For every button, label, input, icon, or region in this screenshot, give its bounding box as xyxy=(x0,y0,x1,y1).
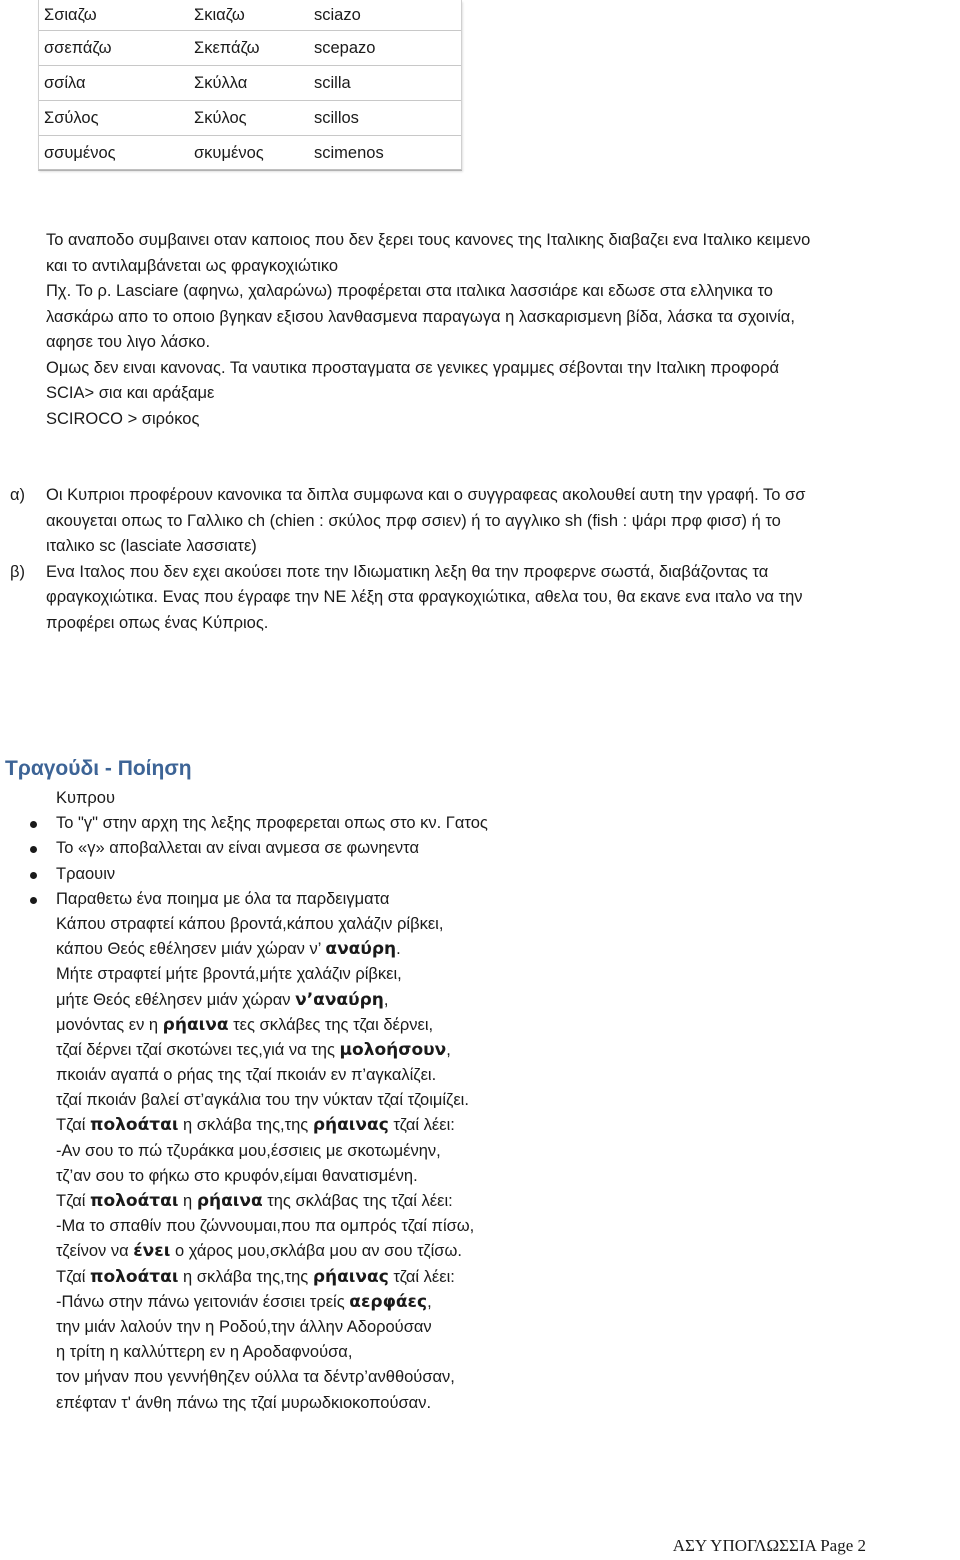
poem-line xyxy=(30,1340,930,1365)
table-cell: sciazo xyxy=(308,0,462,31)
emphasized-word: πολοάται xyxy=(90,1266,179,1287)
poem-text: . xyxy=(396,940,401,959)
text-line: Ενα Ιταλος που δεν εχει ακούσει ποτε την Ιδιωματικη λεξη θα την προφερνε σωστά, διαβάζοντας τα xyxy=(46,562,769,581)
emphasized-word: ν’αναύρη xyxy=(295,989,384,1010)
poem-line xyxy=(30,1038,930,1063)
table-cell: σσίλα xyxy=(38,66,188,101)
table-row xyxy=(38,136,462,171)
bullet-item xyxy=(30,811,930,836)
poem-text: , xyxy=(383,990,389,1009)
poem-line xyxy=(30,1088,930,1113)
list-item-a xyxy=(10,483,940,560)
emphasized-word: ρήαινα xyxy=(196,1191,263,1211)
poem-line xyxy=(30,1189,930,1214)
intro-paragraph xyxy=(46,228,926,432)
poem-text: η τρίτη η καλλύττερη εν η Αροδαφνούσα, xyxy=(56,1343,353,1362)
poem-text: της σκλάβας της τζαί λέει: xyxy=(262,1192,453,1210)
text-line: Οι Κυπριοι προφέρουν κανονικα τα διπλα συμφωνα και ο συγγραφεας ακολουθεί αυτη την γραφή. Το σσ xyxy=(46,486,806,504)
emphasized-word: ρήαινας xyxy=(312,1266,389,1287)
poem-text: η xyxy=(178,1192,197,1210)
table-cell: Σκιαζω xyxy=(188,0,308,31)
poem-text: , xyxy=(427,1292,432,1311)
table-row xyxy=(38,66,462,101)
table-cell: scillos xyxy=(308,101,462,136)
emphasized-word: ρήαινα xyxy=(162,1014,229,1035)
poem-text: η σκλάβα της,της xyxy=(178,1267,313,1286)
emphasized-word: ρήαινας xyxy=(312,1115,389,1136)
poem-text: τζαί δέρνει τζαί σκοτώνει τες,γιά να της xyxy=(56,1040,340,1059)
poem-text: ο χάρος μου,σκλάβα μου αν σου τζίσω. xyxy=(170,1242,462,1261)
table-cell: σσεπάζω xyxy=(38,31,188,66)
poem-text: τζαί λέει: xyxy=(388,1116,455,1135)
page-footer: ΑΣΥ ΥΠΟΓΛΩΣΣΙΑ Page 2 xyxy=(672,1536,866,1555)
poem-line xyxy=(30,1214,930,1239)
poem-text: μονόντας εν η xyxy=(56,1015,163,1034)
text-line: και το αντιλαμβάνεται ως φραγκοχιώτικο xyxy=(46,256,339,275)
bullet-icon xyxy=(30,846,37,853)
poem-text: πκοιάν αγαπά ο ρήας της τζαί πκοιάν εν π’αγκαλίζει. xyxy=(56,1066,437,1085)
bullet-text: Το «γ» αποβαλλεται αν είναι ανμεσα σε φωνηεντα xyxy=(56,839,419,858)
poem-text: Τζαί xyxy=(56,1267,91,1286)
poem-text: -Πάνω στην πάνω γειτονιάν έσσιει τρείς xyxy=(56,1292,350,1311)
poem-line xyxy=(30,912,930,937)
table-cell: Σκύλος xyxy=(188,101,308,136)
poem-line xyxy=(30,1391,930,1416)
poem-line xyxy=(30,1315,930,1340)
poem-line xyxy=(30,1063,930,1088)
bullet-icon xyxy=(30,897,37,904)
poem-text: -Μα το σπαθίν που ζώννουμαι,που πα ομπρός τζαί πίσω, xyxy=(56,1217,475,1236)
poem-line xyxy=(30,1139,930,1164)
emphasized-word: αερφάες xyxy=(349,1291,428,1312)
poem-text: τζείνον να xyxy=(56,1242,134,1261)
poem-text: Τζαί xyxy=(56,1116,91,1135)
table-row xyxy=(38,31,462,66)
emphasized-word: αναύρη xyxy=(325,939,397,960)
subtitle: Κυπρου xyxy=(56,789,115,807)
emphasized-word: μολοήσουν xyxy=(339,1039,447,1060)
text-line: Ομως δεν ειναι κανονας. Τα ναυτικα προσταγματα σε γενικες γραμμες σέβονται την Ιταλικη προφορά xyxy=(46,358,780,377)
bullet-icon xyxy=(30,821,37,828)
bullet-item xyxy=(30,887,930,912)
text-line: SCIA> σια και αράξαμε xyxy=(46,384,215,402)
table-cell: σκυμένος xyxy=(188,136,308,171)
poem-text: τον μήναν που γεννήθηζεν ούλλα τα δέντρ’ανθθούσαν, xyxy=(56,1368,455,1387)
text-line: SCIROCO > σιρόκος xyxy=(46,409,200,428)
poem-line xyxy=(30,937,930,962)
poem xyxy=(30,912,930,1416)
poem-line xyxy=(30,1164,930,1189)
list-marker: β) xyxy=(10,562,25,581)
table-row xyxy=(38,0,462,31)
poem-text: την μιάν λαλούν την η Ροδού,την άλλην Αδορούσαν xyxy=(56,1317,432,1336)
bullet-text: Παραθετω ένα ποιημα με όλα τα παρδειγματα xyxy=(56,889,390,908)
poem-line xyxy=(30,1265,930,1290)
poem-text: τζ’αν σου το φήκω στο κρυφόν,είμαι θανατισμένη. xyxy=(56,1166,418,1185)
table-cell: Σκύλλα xyxy=(188,66,308,101)
table-cell: scepazo xyxy=(308,31,462,66)
poem-line xyxy=(30,1365,930,1390)
text-line: Το αναποδο συμβαινει οταν καποιος που δεν ξερει τους κανονες της Ιταλικης διαβαζει ενα Ιταλικο κειμενο xyxy=(46,231,811,249)
bullet-icon xyxy=(30,872,37,879)
poem-text: τες σκλάβες της τζαι δέρνει, xyxy=(228,1015,434,1034)
text-line: προφέρει οπως ένας Κύπριος. xyxy=(46,613,269,632)
table-cell: scilla xyxy=(308,66,462,101)
text-line: αφησε του λιγο λάσκο. xyxy=(46,333,211,351)
text-line: λασκάρω απο το οποιο βγηκαν εξισου λανθασμενα παραγωγα η λασκαρισμενη βίδα, λάσκα τα σχοινία, xyxy=(46,307,795,326)
poem-text: Μήτε στραφτεί μήτε βροντά,μήτε χαλάζιν ρίβκει, xyxy=(56,965,402,984)
poem-text: η σκλάβα της,της xyxy=(178,1116,313,1135)
word-comparison-table xyxy=(38,0,462,171)
poem-text: , xyxy=(446,1040,451,1059)
emphasized-word: ένει xyxy=(133,1241,171,1262)
emphasized-word: πολοάται xyxy=(90,1191,179,1211)
table-row xyxy=(38,101,462,136)
poem-line xyxy=(30,1013,930,1038)
poem-line xyxy=(30,962,930,987)
poem-text: τζαί λέει: xyxy=(388,1267,455,1286)
bullet-item xyxy=(30,862,930,887)
poem-text: επέφταν τ' άνθη πάνω της τζαί μυρωδκιοκοπούσαν. xyxy=(56,1393,432,1412)
poem-text: κάπου Θεός εθέλησεν μιάν χώραν ν’ xyxy=(56,940,326,959)
poem-text: Τζαί xyxy=(56,1192,91,1210)
poem-text: μήτε Θεός εθέλησεν μιάν χώραν xyxy=(56,990,296,1009)
poem-line xyxy=(30,1239,930,1264)
text-line: Πχ. Το ρ. Lasciare (αφηνω, χαλαρώνω) προφέρεται στα ιταλικα λασσιάρε και εδωσε στα ελληνικα το xyxy=(46,282,773,300)
section-heading: Τραγούδι - Ποίηση xyxy=(5,757,192,780)
song-section xyxy=(30,786,930,1416)
poem-text: τζαί πκοιάν βαλεί στ’αγκάλια του την νύκταν τζαί τζοιμίζει. xyxy=(56,1091,469,1110)
table-cell: Σσιαζω xyxy=(38,0,188,31)
list-marker: α) xyxy=(10,486,26,504)
list-item-b xyxy=(10,560,940,637)
poem-text: Κάπου στραφτεί κάπου βροντά,κάπου χαλάζιν ρίβκει, xyxy=(56,914,444,933)
poem-line xyxy=(30,988,930,1013)
text-line: φραγκοχιώτικα. Ενας που έγραφε την ΝΕ λέξη στα φραγκοχιώτικα, αθελα του, θα εκανε ενα ιταλο να την xyxy=(46,588,803,606)
lettered-list xyxy=(10,483,940,636)
bullet-text: Το "γ" στην αρχη της λεξης προφερεται οπως στο κν. Γατος xyxy=(56,814,488,833)
table-cell: Σσύλος xyxy=(38,101,188,136)
bullet-item xyxy=(30,836,930,861)
poem-line xyxy=(30,1290,930,1315)
table-cell: Σκεπάζω xyxy=(188,31,308,66)
text-line: ακουγεται οπως το Γαλλικο ch (chien : σκύλος πρφ σσιεν) ή το αγγλικο sh (fish : ψάρι πρφ φισσ) ή το xyxy=(46,511,781,530)
text-line: ιταλικο sc (lasciate λασσιατε) xyxy=(46,537,257,555)
emphasized-word: πολοάται xyxy=(90,1115,179,1136)
poem-text: -Αν σου το πώ τζυράκκα μου,έσσιεις με σκοτωμένην, xyxy=(56,1141,441,1160)
table-cell: scimenos xyxy=(308,136,462,171)
table-cell: σσυμένος xyxy=(38,136,188,171)
poem-line xyxy=(30,1113,930,1138)
bullet-text: Τραουιν xyxy=(56,864,116,883)
